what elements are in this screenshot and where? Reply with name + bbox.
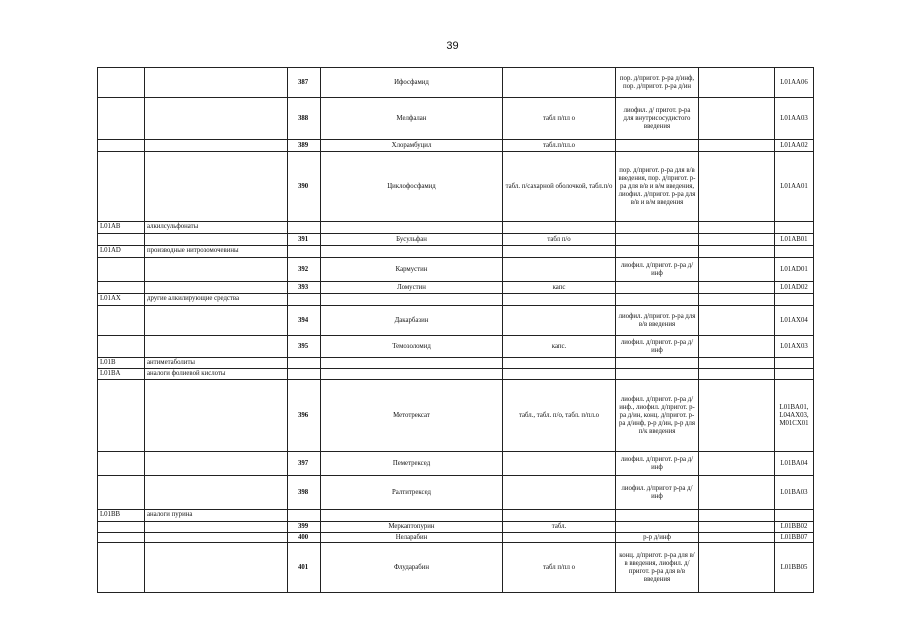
injectable-form-cell <box>616 369 699 380</box>
blank-cell <box>699 246 775 258</box>
group-code-cell: L01BB <box>98 510 145 522</box>
group-name-cell <box>145 234 288 246</box>
group-code-cell <box>98 543 145 593</box>
drug-name-cell: Циклофосфамид <box>321 152 503 222</box>
injectable-form-cell: пор. д/пригот. р-ра д/инф, пор. д/пригот. р-ра д/ин <box>616 68 699 98</box>
group-name-cell <box>145 282 288 294</box>
atc-code-cell: L01BB07 <box>775 533 814 543</box>
blank-cell <box>699 380 775 452</box>
group-code-cell <box>98 452 145 476</box>
injectable-form-cell: р-р д/инф <box>616 533 699 543</box>
oral-form-cell <box>503 246 616 258</box>
drug-name-cell <box>321 369 503 380</box>
row-number-cell: 391 <box>288 234 321 246</box>
atc-code-cell: L01BB05 <box>775 543 814 593</box>
oral-form-cell: табл. <box>503 522 616 533</box>
blank-cell <box>699 533 775 543</box>
drug-name-cell: Темозоломид <box>321 336 503 358</box>
blank-cell <box>699 543 775 593</box>
oral-form-cell: табл п/о <box>503 234 616 246</box>
table-row <box>98 258 814 282</box>
row-number-cell <box>288 294 321 306</box>
atc-code-cell: L01AA02 <box>775 140 814 152</box>
atc-code-cell: L01AA01 <box>775 152 814 222</box>
oral-form-cell <box>503 358 616 369</box>
atc-code-cell: L01BB02 <box>775 522 814 533</box>
table-row <box>98 152 814 222</box>
oral-form-cell: табл п/пл о <box>503 98 616 140</box>
atc-code-cell: L01BA04 <box>775 452 814 476</box>
blank-cell <box>699 282 775 294</box>
oral-form-cell: табл. п/сахарной оболочкой, табл.п/о <box>503 152 616 222</box>
drug-name-cell: Дакарбазин <box>321 306 503 336</box>
group-name-cell: аналоги пурина <box>145 510 288 522</box>
group-name-cell <box>145 533 288 543</box>
drug-name-cell <box>321 510 503 522</box>
oral-form-cell <box>503 369 616 380</box>
drug-name-cell <box>321 294 503 306</box>
drug-name-cell: Ломустин <box>321 282 503 294</box>
injectable-form-cell: лиофил. д/пригот. р-ра д/инф., лиофил. д/пригот. р-ра д/ин, конц. д/пригот. р-ра д/инф, р-р д/ин, р-р для п/к введения <box>616 380 699 452</box>
table-row <box>98 306 814 336</box>
group-name-cell: производные нитрозомочевины <box>145 246 288 258</box>
injectable-form-cell: лиофил. д/пригот р-ра д/инф <box>616 476 699 510</box>
oral-form-cell: табл.п/пл.о <box>503 140 616 152</box>
drug-name-cell: Меркаптопурин <box>321 522 503 533</box>
injectable-form-cell: лиофил. д/пригот. р-ра д/инф <box>616 336 699 358</box>
group-code-cell <box>98 98 145 140</box>
row-number-cell: 393 <box>288 282 321 294</box>
group-name-cell: аналоги фолиевой кислоты <box>145 369 288 380</box>
injectable-form-cell <box>616 246 699 258</box>
atc-code-cell: L01AD02 <box>775 282 814 294</box>
row-number-cell: 398 <box>288 476 321 510</box>
group-name-cell <box>145 476 288 510</box>
table-body <box>98 68 814 593</box>
oral-form-cell <box>503 68 616 98</box>
group-code-cell <box>98 68 145 98</box>
group-name-cell <box>145 306 288 336</box>
atc-code-cell: L01BA03 <box>775 476 814 510</box>
table-row <box>98 282 814 294</box>
injectable-form-cell <box>616 234 699 246</box>
group-name-cell: другие алкилирующие средства <box>145 294 288 306</box>
table-row <box>98 140 814 152</box>
injectable-form-cell: лиофил. д/пригот. р-ра д/инф <box>616 452 699 476</box>
group-code-cell <box>98 380 145 452</box>
oral-form-cell <box>503 452 616 476</box>
row-number-cell <box>288 510 321 522</box>
row-number-cell: 395 <box>288 336 321 358</box>
row-number-cell: 396 <box>288 380 321 452</box>
blank-cell <box>699 98 775 140</box>
oral-form-cell <box>503 306 616 336</box>
blank-cell <box>699 452 775 476</box>
row-number-cell <box>288 369 321 380</box>
group-name-cell <box>145 336 288 358</box>
group-code-cell: L01AX <box>98 294 145 306</box>
table-row <box>98 98 814 140</box>
drug-name-cell: Кармустин <box>321 258 503 282</box>
injectable-form-cell: лиофил. д/ пригот. р-ра для внутрисосудистого введения <box>616 98 699 140</box>
blank-cell <box>699 510 775 522</box>
blank-cell <box>699 234 775 246</box>
injectable-form-cell <box>616 294 699 306</box>
blank-cell <box>699 152 775 222</box>
blank-cell <box>699 336 775 358</box>
row-number-cell: 400 <box>288 533 321 543</box>
injectable-form-cell: пор. д/пригот. р-ра для в/в введения, пор. д/пригот. р-ра для в/в и в/м введения, лиофил. д/пригот. р-ра для в/в и в/м введения <box>616 152 699 222</box>
group-name-cell <box>145 152 288 222</box>
atc-code-cell <box>775 358 814 369</box>
group-name-cell <box>145 522 288 533</box>
group-code-cell: L01BA <box>98 369 145 380</box>
group-code-cell: L01AB <box>98 222 145 234</box>
row-number-cell <box>288 246 321 258</box>
drug-name-cell: Неларабин <box>321 533 503 543</box>
group-code-cell <box>98 306 145 336</box>
drug-name-cell: Ифосфамид <box>321 68 503 98</box>
table-row <box>98 294 814 306</box>
injectable-form-cell <box>616 522 699 533</box>
oral-form-cell <box>503 476 616 510</box>
table-row <box>98 380 814 452</box>
blank-cell <box>699 476 775 510</box>
page-number: 39 <box>446 40 459 52</box>
table-row <box>98 369 814 380</box>
injectable-form-cell <box>616 282 699 294</box>
atc-code-cell: L01BA01, L04AX03, M01CX01 <box>775 380 814 452</box>
drug-name-cell: Флударабин <box>321 543 503 593</box>
drug-table <box>97 67 814 593</box>
group-name-cell: алкилсульфонаты <box>145 222 288 234</box>
blank-cell <box>699 68 775 98</box>
row-number-cell: 394 <box>288 306 321 336</box>
blank-cell <box>699 294 775 306</box>
injectable-form-cell: конц. д/пригот. р-ра для в/в введения, лиофил. д/пригот. р-ра для в/в введения <box>616 543 699 593</box>
atc-code-cell: L01AA06 <box>775 68 814 98</box>
injectable-form-cell <box>616 358 699 369</box>
drug-name-cell: Ралтитрексед <box>321 476 503 510</box>
blank-cell <box>699 522 775 533</box>
drug-name-cell <box>321 222 503 234</box>
atc-code-cell <box>775 369 814 380</box>
row-number-cell: 392 <box>288 258 321 282</box>
group-code-cell <box>98 152 145 222</box>
oral-form-cell <box>503 510 616 522</box>
group-name-cell <box>145 140 288 152</box>
atc-code-cell <box>775 222 814 234</box>
atc-code-cell: L01AD01 <box>775 258 814 282</box>
injectable-form-cell <box>616 510 699 522</box>
atc-code-cell <box>775 510 814 522</box>
group-name-cell <box>145 258 288 282</box>
oral-form-cell: табл п/пл о <box>503 543 616 593</box>
blank-cell <box>699 306 775 336</box>
atc-code-cell: L01AB01 <box>775 234 814 246</box>
table-row <box>98 234 814 246</box>
group-code-cell <box>98 140 145 152</box>
group-code-cell <box>98 258 145 282</box>
injectable-form-cell <box>616 140 699 152</box>
table-row <box>98 533 814 543</box>
row-number-cell: 397 <box>288 452 321 476</box>
injectable-form-cell: лиофил. д/пригот. р-ра для в/в введения <box>616 306 699 336</box>
row-number-cell: 399 <box>288 522 321 533</box>
group-code-cell <box>98 234 145 246</box>
blank-cell <box>699 358 775 369</box>
row-number-cell: 389 <box>288 140 321 152</box>
atc-code-cell <box>775 246 814 258</box>
table-row <box>98 246 814 258</box>
drug-name-cell: Пеметрексед <box>321 452 503 476</box>
atc-code-cell: L01AX04 <box>775 306 814 336</box>
table-row <box>98 510 814 522</box>
table-row <box>98 452 814 476</box>
drug-name-cell <box>321 246 503 258</box>
injectable-form-cell: лиофил. д/пригот. р-ра д/инф <box>616 258 699 282</box>
table-row <box>98 543 814 593</box>
blank-cell <box>699 369 775 380</box>
row-number-cell: 401 <box>288 543 321 593</box>
group-code-cell <box>98 533 145 543</box>
table-row <box>98 522 814 533</box>
group-code-cell: L01B <box>98 358 145 369</box>
table-row <box>98 476 814 510</box>
group-code-cell <box>98 522 145 533</box>
drug-name-cell: Хлорамбуцил <box>321 140 503 152</box>
drug-name-cell: Бусульфан <box>321 234 503 246</box>
table-row <box>98 358 814 369</box>
oral-form-cell: табл., табл. п/о, табл. п/пл.о <box>503 380 616 452</box>
group-code-cell <box>98 476 145 510</box>
group-name-cell <box>145 380 288 452</box>
drug-name-cell: Мелфалан <box>321 98 503 140</box>
atc-code-cell: L01AA03 <box>775 98 814 140</box>
table-row <box>98 222 814 234</box>
atc-code-cell <box>775 294 814 306</box>
oral-form-cell <box>503 222 616 234</box>
oral-form-cell: капс. <box>503 336 616 358</box>
row-number-cell: 388 <box>288 98 321 140</box>
group-name-cell <box>145 98 288 140</box>
blank-cell <box>699 258 775 282</box>
table-row <box>98 68 814 98</box>
oral-form-cell <box>503 258 616 282</box>
row-number-cell <box>288 358 321 369</box>
injectable-form-cell <box>616 222 699 234</box>
blank-cell <box>699 140 775 152</box>
blank-cell <box>699 222 775 234</box>
oral-form-cell <box>503 294 616 306</box>
group-name-cell <box>145 452 288 476</box>
group-code-cell <box>98 336 145 358</box>
oral-form-cell <box>503 533 616 543</box>
row-number-cell <box>288 222 321 234</box>
row-number-cell: 387 <box>288 68 321 98</box>
drug-name-cell: Метотрексат <box>321 380 503 452</box>
group-name-cell <box>145 543 288 593</box>
group-name-cell <box>145 68 288 98</box>
drug-name-cell <box>321 358 503 369</box>
atc-code-cell: L01AX03 <box>775 336 814 358</box>
group-code-cell <box>98 282 145 294</box>
group-code-cell: L01AD <box>98 246 145 258</box>
row-number-cell: 390 <box>288 152 321 222</box>
table-row <box>98 336 814 358</box>
oral-form-cell: капс <box>503 282 616 294</box>
group-name-cell: антиметаболиты <box>145 358 288 369</box>
